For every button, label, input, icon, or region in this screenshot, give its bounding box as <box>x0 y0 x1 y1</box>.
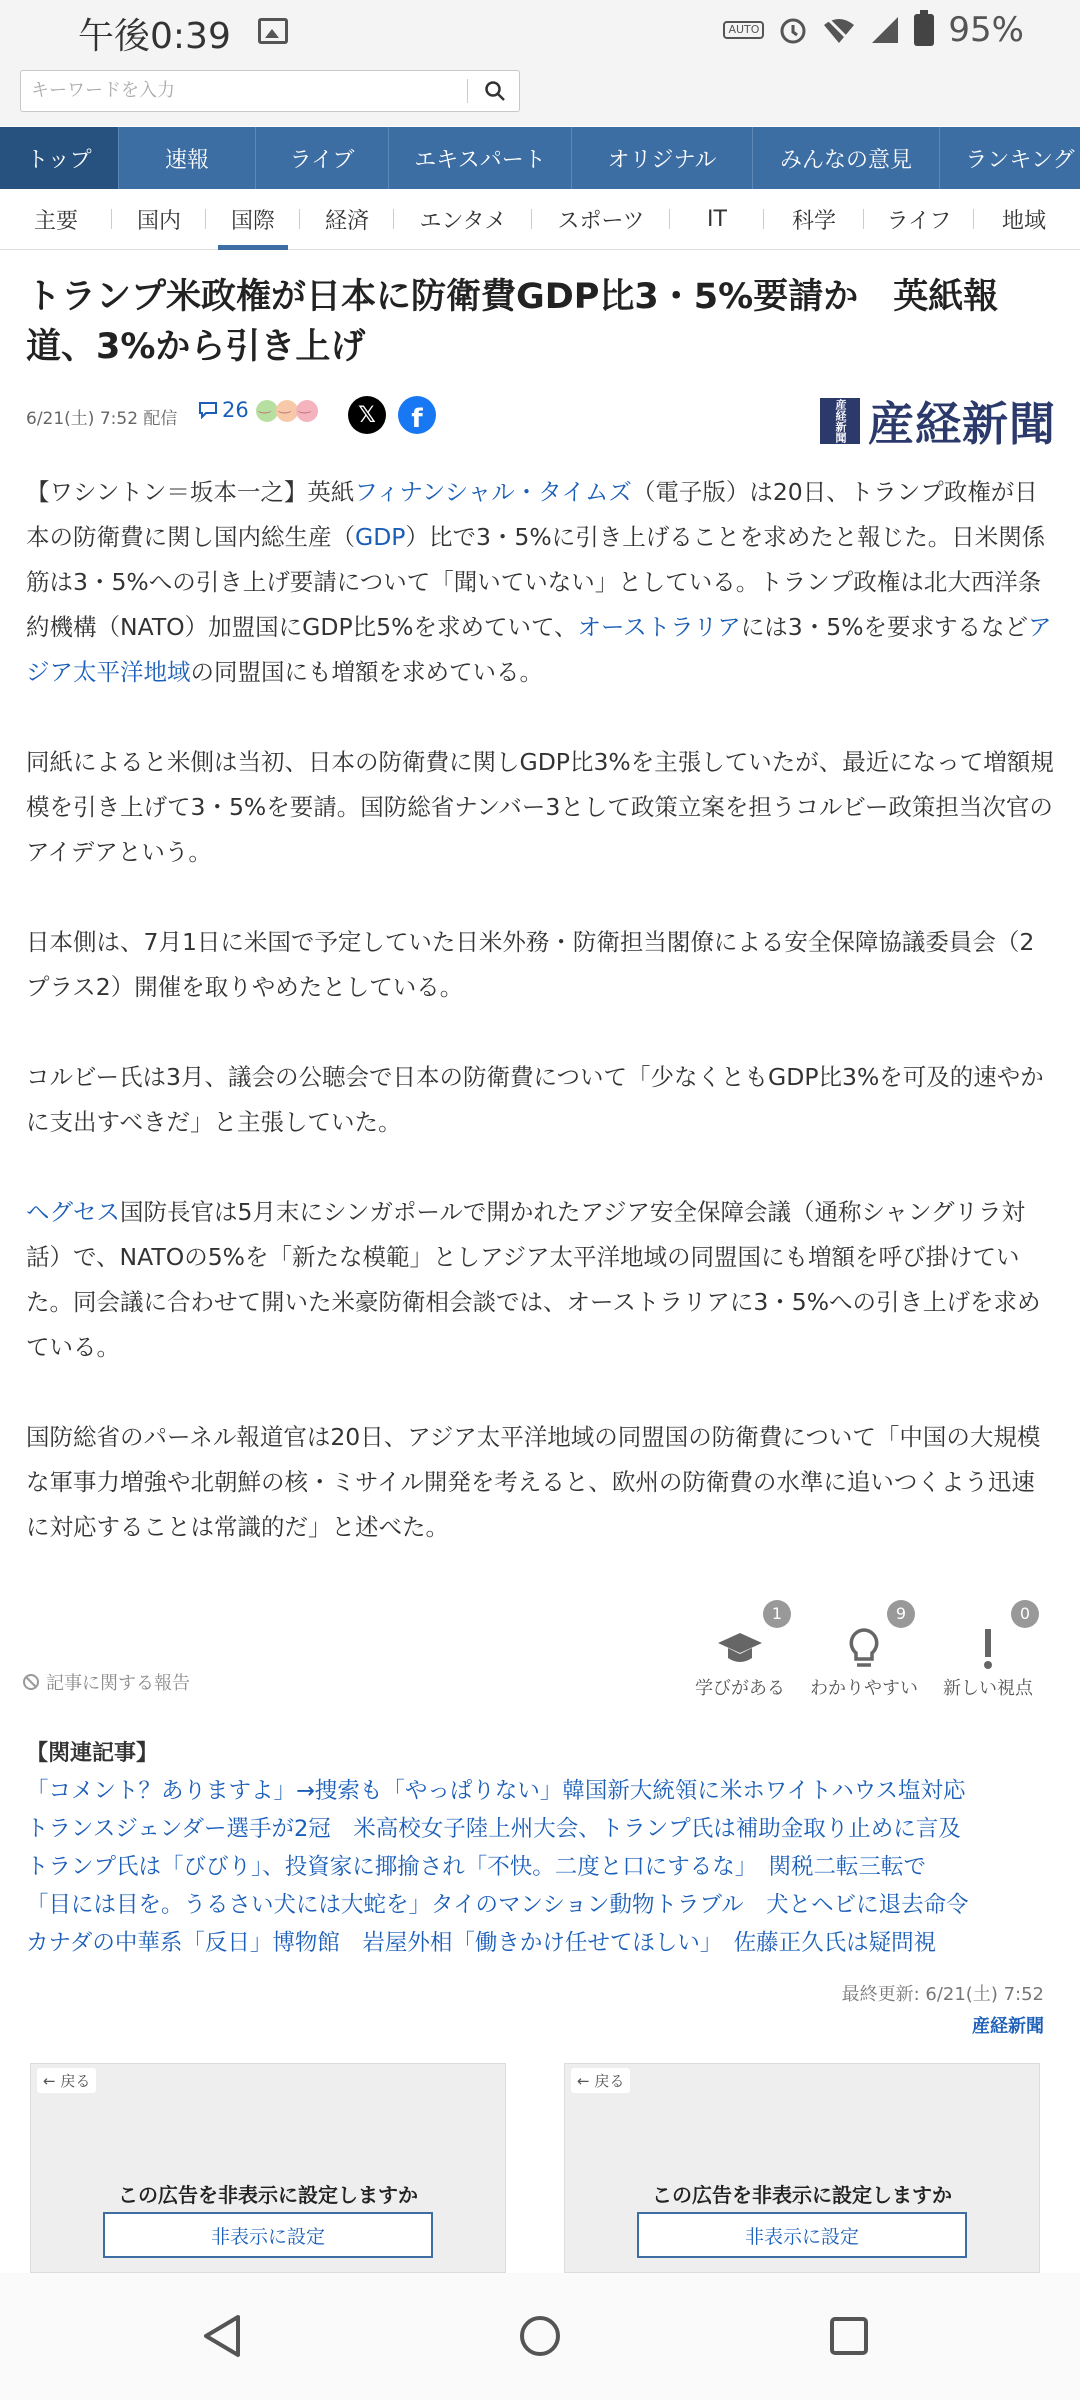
comment-icon <box>198 401 218 419</box>
home-circle-icon <box>517 2313 563 2359</box>
related-item[interactable]: トランスジェンダー選手が2冠 米高校女子陸上州大会、トランプ氏は補助金取り止めに言及 <box>26 1816 961 1842</box>
reaction-count: 9 <box>887 1600 915 1628</box>
related-heading: 【関連記事】 <box>26 1741 159 1766</box>
alarm-icon <box>778 15 808 45</box>
category-tab-domestic[interactable]: 国内 <box>112 189 206 249</box>
related-item[interactable]: カナダの中華系「反日」博物館 岩屋外相「働きかけ任せてほしい」 佐藤正久氏は疑問視 <box>26 1930 937 1956</box>
signal-icon <box>870 15 900 45</box>
back-button[interactable] <box>200 2313 244 2363</box>
reaction-count: 1 <box>763 1600 791 1628</box>
article-meta <box>26 396 1056 451</box>
status-time: 午後0:39 <box>78 16 231 57</box>
article-body <box>26 470 1056 1595</box>
search-icon <box>484 80 506 102</box>
paragraph: 【ワシントン＝坂本一之】英紙フィナンシャル・タイムズ（電子版）は20日、トランプ政権が日本の防衛費に関し国内総生産（GDP）比で3・5%に引き上げることを求めたと報じた。日米関係筋は3・5%への引き上げ要請について「聞いていない」としている。トランプ政権は北大西洋条約機構（NATO）加盟国にGDP比5%を求めていて、オーストラリアには3・5%を要求するなどアジア太平洋地域の同盟国にも増額を求めている。 <box>26 478 1052 686</box>
ad-hide-question: この広告を非表示に設定しますか <box>118 2183 418 2207</box>
face-icon <box>296 400 318 422</box>
paragraph: 国防総省のパーネル報道官は20日、アジア太平洋地域の同盟国の防衛費について「中国の大規模な軍事力増強や北朝鮮の核・ミサイル開発を考えると、欧州の防衛費の水準に追いつくよう迅速に対応することは常識的だ」と述べた。 <box>26 1423 1041 1541</box>
category-tab-region[interactable]: 地域 <box>1001 208 1046 234</box>
battery-percent: 95% <box>948 10 1024 50</box>
recents-square-icon <box>828 2315 870 2357</box>
main-nav-expert[interactable]: エキスパート <box>389 127 572 189</box>
keyword-link[interactable]: フィナンシャル・タイムズ <box>354 478 632 506</box>
back-triangle-icon <box>200 2313 244 2359</box>
auto-brightness-icon: AUTO <box>723 21 764 39</box>
reaction-buttons <box>685 1600 1065 1700</box>
category-nav <box>0 189 1080 250</box>
lightbulb-icon <box>847 1627 881 1671</box>
reaction-learn-button[interactable]: 1 学びがある <box>685 1600 795 1700</box>
search-divider <box>467 79 468 103</box>
related-item[interactable]: 「コメント？ありますよ」→捜索も「やっぱりない」韓国新大統領に米ホワイトハウス塩対応 <box>26 1778 966 1804</box>
main-nav-ranking[interactable]: ランキング <box>940 127 1080 189</box>
category-tab-sports[interactable]: スポーツ <box>532 189 670 249</box>
keyword-link[interactable]: GDP <box>355 523 406 551</box>
ad-back-button[interactable]: ← 戻る <box>37 2068 96 2093</box>
status-icons <box>723 10 1024 50</box>
graduation-cap-icon <box>716 1629 764 1669</box>
report-article-link[interactable]: 記事に関する報告 <box>22 1669 190 1695</box>
paragraph: ヘグセス国防長官は5月末にシンガポールで開かれたアジア安全保障会議（通称シャングリラ対話）で、NATOの5%を「新たな模範」としアジア太平洋地域の同盟国にも増額を呼び掛けていた。同会議に合わせて開いた米豪防衛相会談では、オーストラリアに3・5%への引き上げを求めている。 <box>26 1198 1041 1361</box>
article-title: トランプ米政権が日本に防衛費GDP比3・5%要請か 英紙報道、3%から引き上げ <box>26 277 999 367</box>
category-tab-science[interactable]: 科学 <box>764 189 864 249</box>
main-nav-opinions[interactable]: みんなの意見 <box>753 127 940 189</box>
keyword-link[interactable]: アジア太平洋地域 <box>26 613 1052 686</box>
wifi-off-icon <box>822 15 856 45</box>
comment-link[interactable] <box>198 398 249 422</box>
category-tab-economy[interactable]: 経済 <box>300 189 394 249</box>
publisher-logo[interactable] <box>820 388 1056 454</box>
ad-slot <box>564 2063 1040 2273</box>
reaction-clear-button[interactable]: 9 わかりやすい <box>809 1600 919 1700</box>
home-button[interactable] <box>517 2313 563 2363</box>
main-nav-top[interactable]: トップ <box>0 127 119 189</box>
related-list <box>26 1772 1066 1962</box>
publish-date: 6/21(土) 7:52 配信 <box>26 409 178 429</box>
exclamation-icon <box>980 1627 996 1671</box>
paragraph: コルビー氏は3月、議会の公聴会で日本の防衛費について「少なくともGDP比3%を可及的速やかに支出すべきだ」と主張していた。 <box>26 1063 1044 1136</box>
status-bar <box>0 0 1080 64</box>
publisher-logo-mark: 産経新聞 <box>820 398 860 444</box>
keyword-link[interactable]: ヘグセス <box>26 1198 120 1226</box>
search-input[interactable] <box>21 71 481 110</box>
comment-count: 26 <box>222 398 249 422</box>
ad-hide-button[interactable]: 非表示に設定 <box>637 2212 967 2258</box>
ad-hide-question: この広告を非表示に設定しますか <box>652 2183 952 2207</box>
search-box <box>20 70 520 112</box>
search-button[interactable] <box>475 75 515 107</box>
publisher-logo-text: 産経新聞 <box>868 397 1056 451</box>
last-updated: 最終更新: 6/21(土) 7:52 <box>841 1984 1044 2005</box>
ad-back-button[interactable]: ← 戻る <box>571 2068 630 2093</box>
recents-button[interactable] <box>828 2315 870 2361</box>
reaction-faces <box>256 400 316 422</box>
related-item[interactable]: トランプ氏は「びびり」、投資家に揶揄され「不快。二度と口にするな」 関税二転三転で <box>26 1854 927 1880</box>
search-bar <box>0 64 1080 126</box>
category-tab-international[interactable]: 国際 <box>206 189 300 249</box>
paragraph: 同紙によると米側は当初、日本の防衛費に関しGDP比3%を主張していたが、最近になって増額規模を引き上げて3・5%を要請。国防総省ナンバー3として政策立案を担うコルビー政策担当次官のアイデアという。 <box>26 748 1054 866</box>
publisher-link[interactable]: 産経新聞 <box>972 2016 1044 2037</box>
keyword-link[interactable]: オーストラリア <box>577 613 741 641</box>
main-nav-original[interactable]: オリジナル <box>572 127 753 189</box>
category-tab-life[interactable]: ライフ <box>864 189 974 249</box>
category-tab-main[interactable]: 主要 <box>0 189 112 249</box>
category-tab-entertainment[interactable]: エンタメ <box>394 189 532 249</box>
main-nav-live[interactable]: ライブ <box>256 127 389 189</box>
reaction-count: 0 <box>1011 1600 1039 1628</box>
share-x-button[interactable]: 𝕏 <box>348 396 386 434</box>
share-facebook-button[interactable]: f <box>398 396 436 434</box>
main-nav-breaking[interactable]: 速報 <box>119 127 256 189</box>
battery-icon <box>914 14 934 46</box>
prohibited-icon <box>22 1673 40 1691</box>
image-notification-icon <box>258 18 288 44</box>
face-icon <box>276 400 298 422</box>
ad-hide-button[interactable]: 非表示に設定 <box>103 2212 433 2258</box>
ad-slot <box>30 2063 506 2273</box>
related-item[interactable]: 「目には目を。うるさい犬には大蛇を」タイのマンション動物トラブル 犬とヘビに退去命令 <box>26 1892 969 1918</box>
paragraph: 日本側は、7月1日に米国で予定していた日米外務・防衛担当閣僚による安全保障協議委員会（2プラス2）開催を取りやめたとしている。 <box>26 928 1035 1001</box>
system-nav-bar <box>0 2273 1080 2400</box>
face-icon <box>256 400 278 422</box>
main-nav <box>0 127 1080 189</box>
category-tab-it[interactable]: IT <box>670 189 764 249</box>
reaction-new-view-button[interactable]: 0 新しい視点 <box>933 1600 1043 1700</box>
